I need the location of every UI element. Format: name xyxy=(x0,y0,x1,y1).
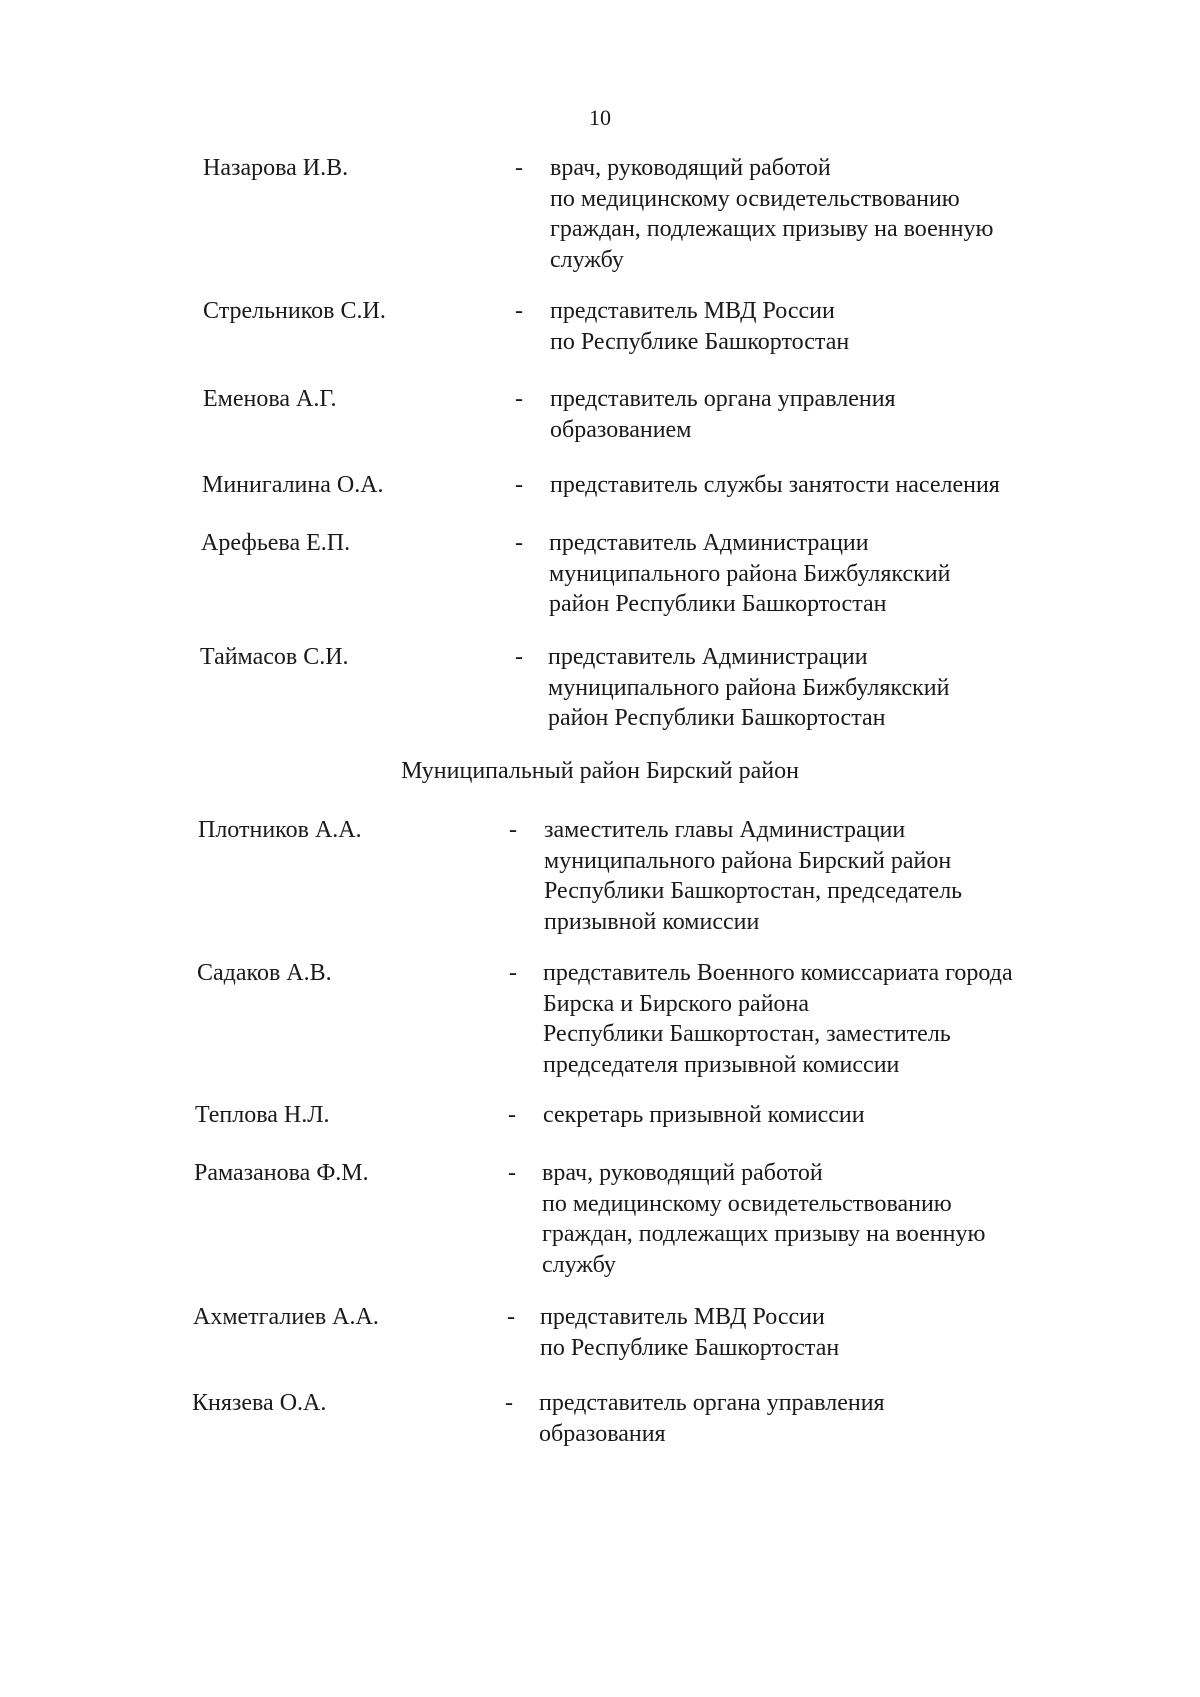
role-line: секретарь призывной комиссии xyxy=(543,1102,865,1128)
separator-dash: - xyxy=(508,1102,516,1128)
role-line: службу xyxy=(542,1251,616,1278)
member-role xyxy=(539,1388,1059,1449)
role-line: врач, руководящий работой xyxy=(550,155,831,181)
separator-dash: - xyxy=(515,530,523,556)
role-line: Бирска и Бирского района xyxy=(543,990,810,1017)
role-line: муниципального района Бижбулякский xyxy=(548,674,950,701)
member-name: Садаков А.В. xyxy=(197,960,332,986)
section-heading: Муниципальный район Бирский район xyxy=(401,758,799,784)
member-name: Стрельников С.И. xyxy=(203,298,386,324)
separator-dash: - xyxy=(508,1160,516,1186)
role-line: представитель Военного комиссариата города xyxy=(543,960,1013,986)
member-role xyxy=(543,958,1063,1080)
member-role xyxy=(544,815,1064,937)
role-line: представитель органа управления xyxy=(550,386,896,412)
role-line: муниципального района Бирский район xyxy=(544,847,952,874)
role-line: граждан, подлежащих призыву на военную xyxy=(550,216,994,242)
role-line: по медицинскому освидетельствованию xyxy=(542,1190,952,1217)
role-line: представитель Администрации xyxy=(548,644,868,670)
role-line: представитель МВД России xyxy=(550,298,835,324)
role-line: заместитель главы Администрации xyxy=(544,817,906,843)
separator-dash: - xyxy=(515,298,523,324)
member-name: Плотников А.А. xyxy=(198,817,362,843)
separator-dash: - xyxy=(509,817,517,843)
member-name: Рамазанова Ф.М. xyxy=(194,1160,369,1186)
role-line: по Республике Башкортостан xyxy=(550,328,850,355)
role-line: образованием xyxy=(550,416,692,443)
member-role xyxy=(543,1100,1063,1131)
role-line: по Республике Башкортостан xyxy=(540,1334,840,1361)
member-role xyxy=(549,528,1069,620)
separator-dash: - xyxy=(515,644,523,670)
member-role xyxy=(550,470,1070,501)
role-line: Республики Башкортостан, председатель xyxy=(544,878,963,904)
separator-dash: - xyxy=(505,1390,513,1416)
role-line: службу xyxy=(550,246,624,273)
role-line: представитель органа управления xyxy=(539,1390,885,1416)
role-line: муниципального района Бижбулякский xyxy=(549,560,951,587)
role-line: образования xyxy=(539,1420,666,1447)
role-line: Республики Башкортостан, заместитель xyxy=(543,1021,951,1047)
member-name: Князева О.А. xyxy=(192,1390,327,1416)
member-name: Минигалина О.А. xyxy=(202,472,384,498)
member-role xyxy=(550,296,1070,357)
separator-dash: - xyxy=(509,960,517,986)
member-role xyxy=(548,642,1068,734)
separator-dash: - xyxy=(515,155,523,181)
page-number: 10 xyxy=(589,105,611,130)
member-name: Арефьева Е.П. xyxy=(201,530,351,556)
role-line: граждан, подлежащих призыву на военную xyxy=(542,1221,986,1247)
member-name: Еменова А.Г. xyxy=(203,386,337,412)
role-line: по медицинскому освидетельствованию xyxy=(550,185,960,212)
role-line: председателя призывной комиссии xyxy=(543,1051,900,1078)
role-line: район Республики Башкортостан xyxy=(549,591,887,617)
separator-dash: - xyxy=(507,1304,515,1330)
role-line: призывной комиссии xyxy=(544,908,760,935)
member-role xyxy=(550,384,1070,445)
member-role xyxy=(550,153,1070,275)
separator-dash: - xyxy=(515,386,523,412)
member-role xyxy=(540,1302,1060,1363)
member-name: Теплова Н.Л. xyxy=(195,1102,330,1128)
role-line: представитель МВД России xyxy=(540,1304,825,1330)
role-line: район Республики Башкортостан xyxy=(548,705,886,731)
member-name: Назарова И.В. xyxy=(203,155,349,181)
member-name: Ахметгалиев А.А. xyxy=(193,1304,379,1330)
member-role xyxy=(542,1158,1062,1280)
role-line: представитель службы занятости населения xyxy=(550,472,1000,498)
member-name: Таймасов С.И. xyxy=(200,644,349,670)
separator-dash: - xyxy=(515,472,523,498)
role-line: представитель Администрации xyxy=(549,530,869,556)
role-line: врач, руководящий работой xyxy=(542,1160,823,1186)
